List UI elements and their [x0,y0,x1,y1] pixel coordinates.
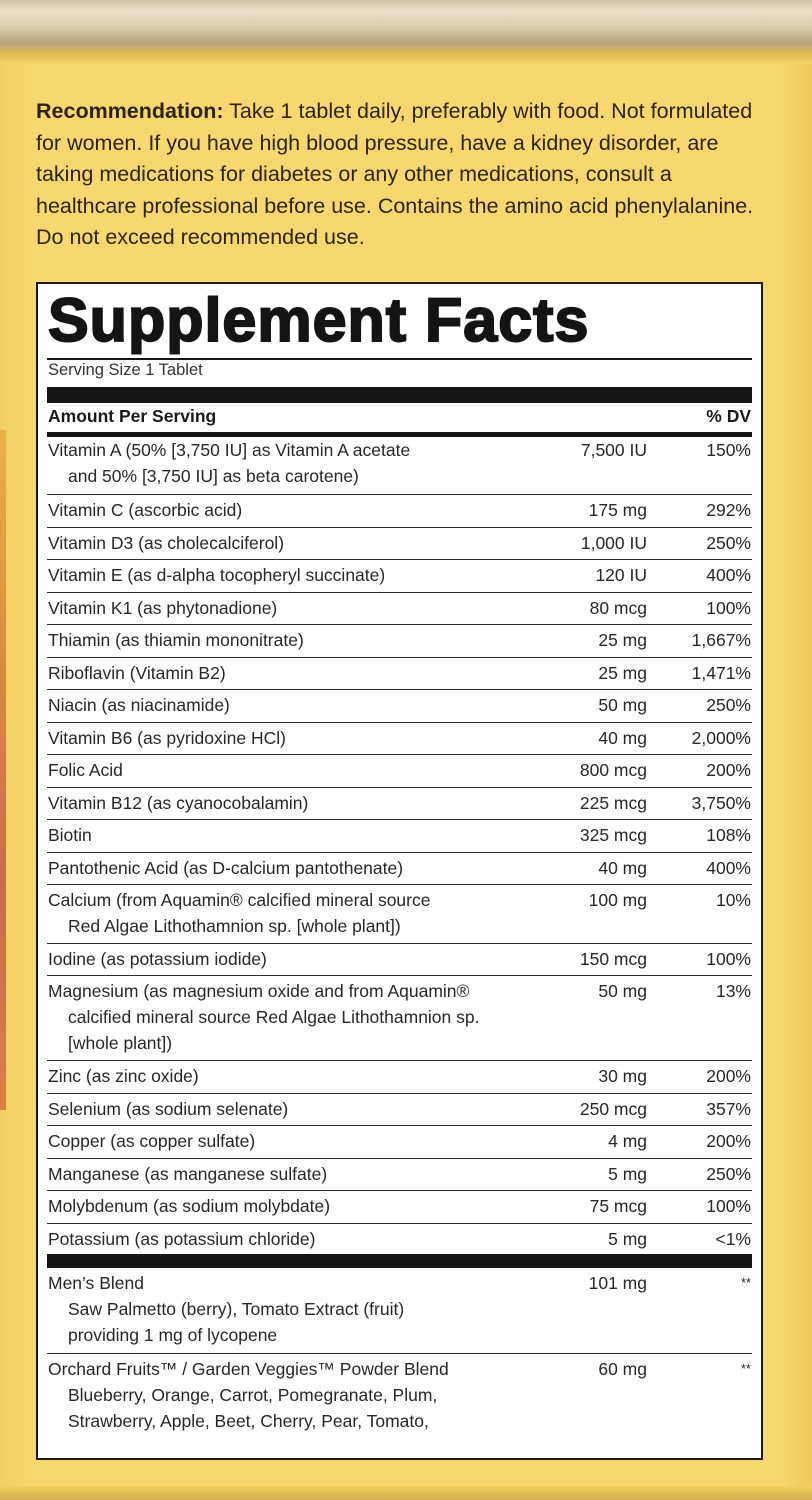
nutrient-dv: 200% [706,1066,751,1086]
nutrient-amount: 30 mg [598,1066,647,1086]
nutrient-row [47,1094,752,1126]
nutrient-row [47,976,752,1061]
nutrient-dv: 1,667% [691,630,751,650]
nutrient-row [47,658,752,690]
amount-per-serving-label: Amount Per Serving [48,406,217,426]
nutrient-amount: 50 mg [598,695,647,715]
nutrient-row [47,944,752,976]
nutrient-amount: 25 mg [598,630,647,650]
nutrient-name: Riboflavin (Vitamin B2) [48,663,226,683]
nutrient-amount: 250 mcg [579,1099,647,1119]
nutrient-name-cont: [whole plant]) [68,1033,173,1053]
nutrient-name: Vitamin B12 (as cyanocobalamin) [48,793,309,813]
nutrient-row [47,723,752,755]
nutrient-amount: 80 mcg [589,598,647,618]
supplement-facts-panel [36,282,763,1460]
nutrient-row [47,1191,752,1224]
blend-ingredients: Saw Palmetto (berry), Tomato Extract (fruit) [68,1299,405,1319]
nutrient-row [47,1061,752,1094]
nutrient-amount: 100 mg [588,890,647,910]
nutrient-dv: 250% [706,533,751,553]
nutrient-row [47,1224,752,1254]
blend-amount: 60 mg [598,1359,647,1379]
nutrient-amount: 5 mg [608,1229,647,1249]
nutrient-dv: 200% [706,1131,751,1151]
nutrient-row [47,528,752,560]
nutrient-name: Biotin [48,825,92,845]
nutrient-name: Calcium (from Aquamin® calcified mineral source [48,890,431,910]
nutrient-row [47,755,752,788]
blend-divider [47,1254,752,1268]
nutrient-name: Vitamin D3 (as cholecalciferol) [48,533,285,553]
nutrient-name-cont: Red Algae Lithothamnion sp. [whole plant]) [68,916,401,936]
nutrient-row [47,1159,752,1191]
nutrient-row [47,560,752,593]
nutrient-row [47,1126,752,1159]
amount-header-row [48,406,751,430]
nutrient-name-cont: and 50% [3,750 IU] as beta carotene) [68,466,359,486]
recommendation-body: Take 1 tablet daily, preferably with food. Not formulated for women. If you have high blood pressure, have a kidney disorder, are taking medications for diabetes or any other medications, consult a healthcare professional before use. Contains the amino acid phenylalanine. Do not exceed recommended use. [36,99,754,249]
nutrient-name: Vitamin A (50% [3,750 IU] as Vitamin A acetate [48,440,411,460]
nutrient-row [47,593,752,625]
box-top-edge [0,50,812,64]
blend-dv: ** [740,1361,751,1376]
nutrient-name: Molybdenum (as sodium molybdate) [48,1196,331,1216]
nutrient-amount: 150 mcg [579,949,647,969]
nutrient-name: Thiamin (as thiamin mononitrate) [48,630,304,650]
nutrient-name: Manganese (as manganese sulfate) [48,1164,328,1184]
nutrient-row [47,690,752,723]
nutrient-rows [47,435,752,1454]
nutrient-row [47,788,752,820]
nutrient-amount: 50 mg [598,981,647,1001]
nutrient-name: Pantothenic Acid (as D-calcium pantothenate) [48,858,404,878]
nutrient-amount: 40 mg [598,858,647,878]
nutrient-name: Vitamin C (ascorbic acid) [48,500,243,520]
serving-size: Serving Size 1 Tablet [48,361,203,379]
nutrient-amount: 325 mcg [579,825,647,845]
blend-amount: 101 mg [588,1273,647,1293]
nutrient-name-cont: calcified mineral source Red Algae Lithothamnion sp. [68,1007,480,1027]
nutrient-amount: 4 mg [608,1131,647,1151]
nutrient-dv: 250% [706,695,751,715]
box-side-edge [0,430,6,1110]
recommendation-text [36,96,776,254]
nutrient-name: Selenium (as sodium selenate) [48,1099,289,1119]
nutrient-dv: 250% [706,1164,751,1184]
nutrient-name: Vitamin K1 (as phytonadione) [48,598,278,618]
nutrient-dv: 400% [706,858,751,878]
nutrient-dv: 10% [715,890,751,910]
nutrient-dv: 100% [706,949,751,969]
nutrient-row [47,435,752,495]
recommendation-label: Recommendation: [36,99,224,123]
nutrient-row [47,820,752,853]
blend-row-orchard [47,1354,752,1454]
nutrient-name: Magnesium (as magnesium oxide and from Aquamin® [48,981,470,1001]
nutrient-name: Niacin (as niacinamide) [48,695,230,715]
nutrient-dv: 400% [706,565,751,585]
nutrient-amount: 75 mcg [589,1196,647,1216]
nutrient-amount: 225 mcg [579,793,647,813]
nutrient-amount: 800 mcg [579,760,647,780]
blend-ingredients-cont: Strawberry, Apple, Beet, Cherry, Pear, Tomato, [68,1411,429,1431]
thick-divider [47,387,752,403]
blend-name: Orchard Fruits™ / Garden Veggies™ Powder Blend [48,1359,449,1379]
nutrient-amount: 40 mg [598,728,647,748]
nutrient-name: Folic Acid [48,760,123,780]
nutrient-dv: 1,471% [691,663,751,683]
nutrient-name: Iodine (as potassium iodide) [48,949,267,969]
nutrient-amount: 25 mg [598,663,647,683]
title-rule [47,358,752,360]
nutrient-amount: 7,500 IU [580,440,647,460]
nutrient-amount: 175 mg [588,500,647,520]
blend-row-mens [47,1268,752,1354]
nutrient-amount: 5 mg [608,1164,647,1184]
nutrient-dv: 292% [706,500,751,520]
nutrient-dv: 2,000% [691,728,751,748]
nutrient-name: Zinc (as zinc oxide) [48,1066,199,1086]
nutrient-dv: 13% [715,981,751,1001]
box-bottom-edge [0,1486,812,1500]
nutrient-name: Vitamin B6 (as pyridoxine HCl) [48,728,286,748]
nutrient-dv: <1% [715,1229,751,1249]
nutrient-dv: 100% [706,598,751,618]
nutrient-dv: 108% [706,825,751,845]
nutrient-dv: 150% [706,440,751,460]
nutrient-row [47,853,752,885]
nutrient-dv: 100% [706,1196,751,1216]
blend-ingredients-cont: providing 1 mg of lycopene [68,1325,278,1345]
blend-dv: ** [740,1275,751,1290]
nutrient-dv: 357% [706,1099,751,1119]
supplement-facts-title: Supplement Facts [48,286,590,354]
nutrient-row [47,885,752,944]
dv-header-label: % DV [706,406,751,426]
nutrient-name: Copper (as copper sulfate) [48,1131,256,1151]
nutrient-row [47,495,752,528]
nutrient-amount: 1,000 IU [580,533,647,553]
nutrient-name: Vitamin E (as d-alpha tocopheryl succinate) [48,565,386,585]
nutrient-name: Potassium (as potassium chloride) [48,1229,316,1249]
nutrient-dv: 3,750% [691,793,751,813]
nutrient-amount: 120 IU [595,565,647,585]
blend-name: Men’s Blend [48,1273,144,1293]
nutrient-row [47,625,752,658]
nutrient-dv: 200% [706,760,751,780]
blend-ingredients: Blueberry, Orange, Carrot, Pomegranate, Plum, [68,1385,438,1405]
